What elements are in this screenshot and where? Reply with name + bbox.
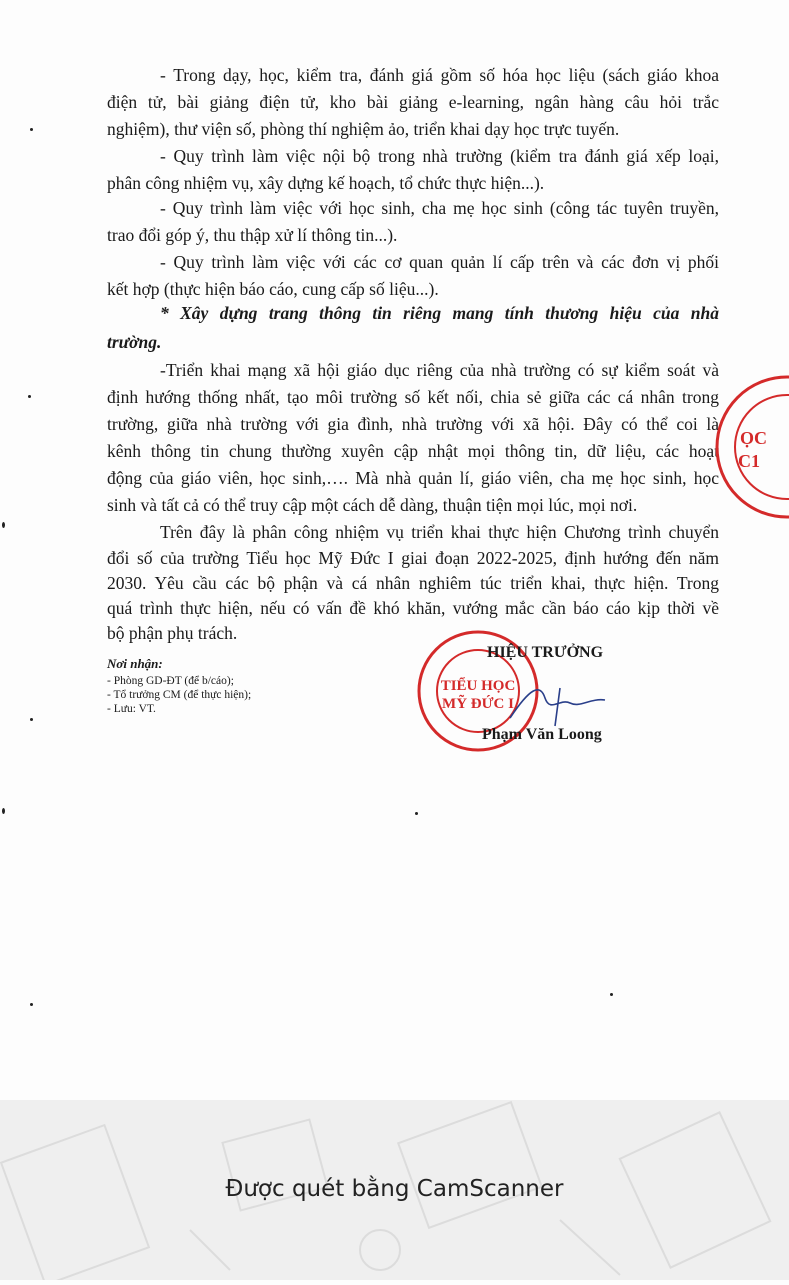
body-line: sinh và tất cả có thể truy cập một cách dễ dàng, thuận tiện mọi lúc, mọi nơi. xyxy=(107,495,638,515)
body-line: - Quy trình làm việc nội bộ trong nhà trường (kiểm tra đánh giá xếp loại, xyxy=(160,146,719,166)
body-line: 2030. Yêu cầu các bộ phận và cá nhân nghiêm túc triển khai, thực hiện. Trong xyxy=(107,573,719,593)
scan-speck xyxy=(415,812,418,815)
body-line: kênh thông tin chung thường xuyên cập nhật mọi thông tin, dữ liệu, các hoạt xyxy=(107,441,719,461)
svg-text:ỌC: ỌC xyxy=(740,428,767,448)
body-line: - Quy trình làm việc với các cơ quan quản lí cấp trên và các đơn vị phối xyxy=(160,252,719,272)
body-line: Trên đây là phân công nhiệm vụ triển khai thực hiện Chương trình chuyển xyxy=(160,522,719,542)
scan-speck xyxy=(30,128,33,131)
body-line: nghiệm), thư viện số, phòng thí nghiệm ảo, triển khai dạy học trực tuyến. xyxy=(107,119,620,139)
body-line: bộ phận phụ trách. xyxy=(107,623,238,643)
body-line: -Triển khai mạng xã hội giáo dục riêng của nhà trường có sự kiểm soát và xyxy=(160,360,719,380)
body-line: kết hợp (thực hiện báo cáo, cung cấp số liệu...). xyxy=(107,279,439,299)
signature-name: Phạm Văn Loong xyxy=(482,726,602,743)
body-line: định hướng thống nhất, tạo môi trường số kết nối, chia sẻ giữa các cá nhân trong xyxy=(107,387,719,407)
stamp-line1: TIỂU HỌC xyxy=(440,678,516,694)
handwritten-signature xyxy=(500,678,610,728)
signature-role: HIỆU TRƯỞNG xyxy=(487,644,604,661)
svg-text:C1: C1 xyxy=(738,451,760,471)
stamp-line2: MỸ ĐỨC I xyxy=(442,696,514,712)
recipient-item: - Tổ trưởng CM (để thực hiện); xyxy=(107,689,252,701)
scan-speck xyxy=(30,718,33,721)
recipient-item: - Lưu: VT. xyxy=(107,703,156,715)
body-line: trường, giữa nhà trường với gia đình, nhà trường với xã hội. Đây có thể coi là xyxy=(107,414,719,434)
body-line: đổi số của trường Tiểu học Mỹ Đức I giai đoạn 2022-2025, định hướng đến năm xyxy=(107,548,719,568)
camscanner-label: Được quét bằng CamScanner xyxy=(225,1176,564,1202)
scan-speck xyxy=(2,808,5,814)
scan-speck xyxy=(28,395,31,398)
partial-seal-stamp xyxy=(712,372,789,522)
body-line: phân công nhiệm vụ, xây dựng kế hoạch, tổ chức thực hiện...). xyxy=(107,173,545,193)
recipients-title: Nơi nhận: xyxy=(107,656,163,671)
body-line: quá trình thực hiện, nếu có vấn đề khó khăn, vướng mắc cần báo cáo kịp thời về xyxy=(107,598,719,618)
body-line: động của giáo viên, học sinh,…. Mà nhà quản lí, giáo viên, cha mẹ học sinh, học xyxy=(107,468,719,488)
section-heading: * Xây dựng trang thông tin riêng mang tính thương hiệu của nhà xyxy=(160,303,719,323)
body-line: - Quy trình làm việc với học sinh, cha mẹ học sinh (công tác tuyên truyền, xyxy=(160,198,719,218)
body-line: điện tử, bài giảng điện tử, kho bài giảng e-learning, ngân hàng câu hỏi trắc xyxy=(107,92,719,112)
section-heading-cont: trường. xyxy=(107,332,162,352)
body-line: trao đổi góp ý, thu thập xử lí thông tin...). xyxy=(107,225,398,245)
scan-speck xyxy=(30,1003,33,1006)
scan-speck xyxy=(2,522,5,528)
body-line: - Trong dạy, học, kiểm tra, đánh giá gồm số hóa học liệu (sách giáo khoa xyxy=(160,65,719,85)
recipient-item: - Phòng GD-ĐT (để b/cáo); xyxy=(107,675,234,687)
scan-speck xyxy=(610,993,613,996)
